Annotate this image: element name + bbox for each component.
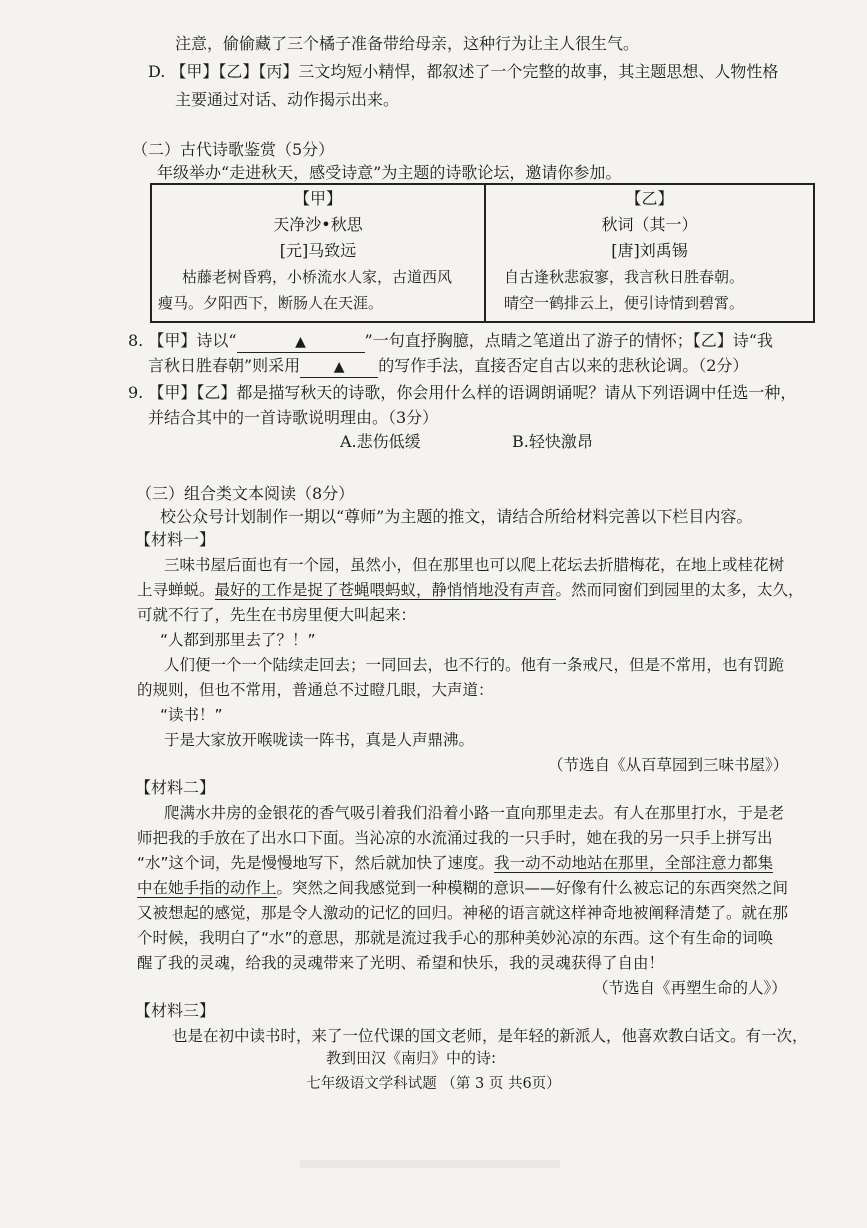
m1-source: （节选自《从百草园到三味书屋》） [548,756,789,774]
m2-line5: 又被想起的感觉，那是令人激动的记忆的回归。神秘的语言就这样神奇地被阐释清楚了。就在那 [137,904,789,922]
poem-a-line2: 瘦马。夕阳西下，断肠人在天涯。 [158,294,384,312]
m2-line7: 醒了我的灵魂，给我的灵魂带来了光明、希望和快乐，我的灵魂获得了自由！ [137,954,665,972]
question-8-line1 [128,331,773,353]
q8-d: 的写作手法，直接否定自古以来的悲秋论调。（2分） [378,356,749,375]
poem-b-line2: 晴空一鹤排云上，便引诗情到碧霄。 [504,294,745,312]
m1-p3-line1: 人们便一个一个陆续走回去；一同回去，也不行的。他有一条戒尺，但是不常用，也有罚跪 [164,656,785,674]
m3-line2: 教到田汉《南归》中的诗: [326,1049,497,1067]
option-d-line2: 主要通过对话、动作揭示出来。 [175,90,400,109]
section3-intro: 校公众号计划制作一期以“尊师”为主题的推文，请结合所给材料完善以下栏目内容。 [160,507,753,526]
section3-heading: （三）组合类文本阅读（8分） [136,484,355,503]
material-1-label: 【材料一】 [135,530,216,549]
m2-line6: 个时候，我明白了“水”的意思，那就是流过我手心的那种美妙沁凉的东西。这个有生命的词唤 [137,929,774,947]
poem-a-line1: 枯藤老树昏鸦，小桥流水人家，古道西风 [182,268,453,286]
section2-heading: （二）古代诗歌鉴赏（5分） [132,140,335,159]
m1-p1-line1: 三味书屋后面也有一个园，虽然小，但在那里也可以爬上花坛去折腊梅花，在地上或桂花树 [164,556,785,574]
m1-p4: “读书！” [160,706,223,724]
q9-option-b: B.轻快激昂 [512,432,593,451]
m1-text: 。然而同窗们到园里的太多，太久， [555,581,804,599]
m2-underlined-sentence: 我一动不动地站在那里，全部注意力都集 [494,854,774,872]
question-9-line2: 并结合其中的一首诗歌说明理由。（3分） [148,408,439,427]
poem-a-title: 天净沙•秋思 [273,215,363,234]
m3-line1: 也是在初中读书时，来了一位代课的国文老师，是年轻的新派人，他喜欢教白话文。有一次， [172,1027,808,1045]
m2-underlined-sentence-end: 中在她手指的动作上 [137,879,277,897]
q8-blank-1[interactable] [237,331,365,353]
m1-text: 上寻蝉蜕。 [137,581,215,599]
q8-blank-2[interactable] [300,356,378,378]
q8-middle: ”一句直抒胸臆，点睛之笔道出了游子的情怀；【乙】诗“我 [364,331,773,350]
section2-intro: 年级举办“走进秋天，感受诗意”为主题的诗歌论坛，邀请你参加。 [157,163,622,182]
question-8-line2 [148,356,748,378]
scan-smudge [300,1160,560,1168]
m2-text: 。突然之间我感觉到一种模糊的意识——好像有什么被忘记的东西突然之间 [276,879,789,897]
m2-line2: 师把我的手放在了出水口下面。当沁凉的水流涌过我的一只手时，她在我的另一只手上拼写出 [137,829,773,847]
q9-option-a: A.悲伤低缓 [340,432,421,451]
m1-p5: 于是大家放开喉咙读一阵书，真是人声鼎沸。 [164,731,475,749]
poem-a-tag: 【甲】 [293,189,342,208]
m2-line1: 爬满水井房的金银花的香气吸引着我们沿着小路一直向那里走去。有人在那里打水，于是老 [164,804,785,822]
option-c-continuation: 注意，偷偷藏了三个橘子准备带给母亲，这种行为让主人很生气。 [175,34,640,53]
m2-source: （节选自《再塑生命的人》） [593,979,787,997]
m1-p1-line3: 可就不行了，先生在书房里便大叫起来： [137,606,417,624]
q8-c: 言秋日胜春朝”则采用 [148,356,301,375]
poem-table [150,183,815,323]
poem-b-author: [唐]刘禹锡 [611,241,688,260]
q8-prefix: 8. 【甲】诗以“ [128,331,237,350]
m1-p2: “人都到那里去了？！” [160,631,316,649]
m1-p3-line2: 的规则，但也不常用，普通总不过瞪几眼，大声道： [137,681,494,699]
poem-b-title: 秋词（其一） [601,215,698,234]
poem-a-author: [元]马致远 [279,241,357,260]
poem-b-tag: 【乙】 [625,189,674,208]
material-3-label: 【材料三】 [135,1001,216,1020]
page-footer: 七年级语文学科试题 （第 3 页 共6页） [306,1076,561,1092]
question-9-line1: 9. 【甲】【乙】都是描写秋天的诗歌，你会用什么样的语调朗诵呢？请从下列语调中任选一种， [128,383,797,402]
m2-text: “水”这个词，先是慢慢地写下，然后就加快了速度。 [137,854,495,872]
material-2-label: 【材料二】 [135,778,216,797]
poem-b-line1: 自古逢秋悲寂寥，我言秋日胜春朝。 [504,268,745,286]
m2-line4 [137,878,788,898]
m1-p1-line2 [137,580,804,600]
triangle-icon: ▲ [295,334,306,350]
poem-cell-b [486,185,813,321]
triangle-icon: ▲ [333,359,345,375]
poem-cell-a [152,185,484,321]
option-d-line1: D. 【甲】【乙】【丙】三文均短小精悍，都叙述了一个完整的故事，其主题思想、人物性格 [148,62,779,81]
m2-line3 [137,853,773,873]
m1-underlined-sentence: 最好的工作是捉了苍蝇喂蚂蚁，静悄悄地没有声音 [214,581,556,599]
